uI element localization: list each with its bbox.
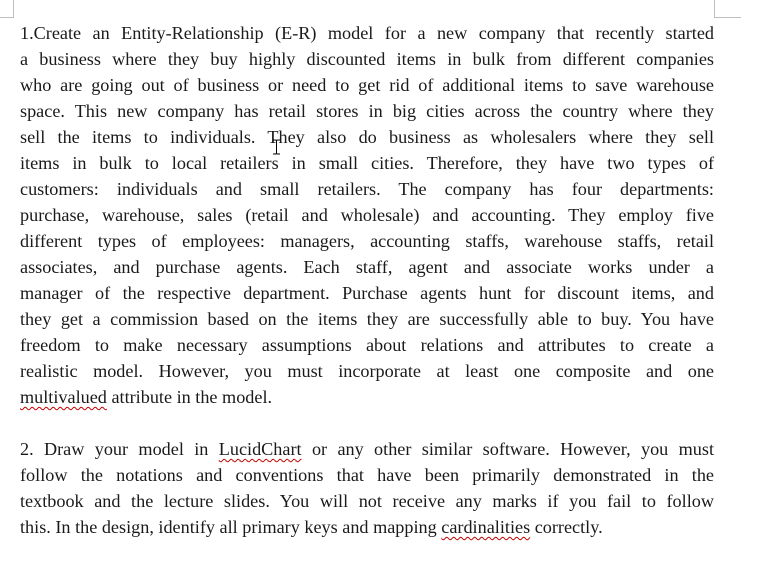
- crop-mark-top-right: [714, 0, 715, 18]
- crop-mark-top-right: [715, 17, 741, 18]
- text-line: who are going out of business or need to get rid of additional items to save warehouse: [20, 75, 714, 95]
- text-line: items in bulk to local retailers in small cities. Therefore, they have two types of: [20, 153, 714, 173]
- text-line: [20, 514, 714, 540]
- paragraph-gap: [20, 410, 714, 436]
- text-line: [20, 436, 714, 462]
- text-line: 1.Create an Entity-Relationship (E-R) model for a new company that recently started: [20, 23, 714, 43]
- text-line: realistic model. However, you must incorporate at least one composite and one: [20, 361, 714, 381]
- spellcheck-word[interactable]: LucidChart: [218, 439, 302, 459]
- text-line: manager of the respective department. Purchase agents hunt for discount items, and: [20, 283, 714, 303]
- text-run: this. In the design, identify all primary keys and mapping: [20, 517, 442, 537]
- spellcheck-word[interactable]: cardinalities: [441, 517, 531, 537]
- question-1-paragraph[interactable]: [20, 20, 714, 410]
- text-run: correctly.: [530, 517, 603, 537]
- text-line: purchase, warehouse, sales (retail and wholesale) and accounting. They employ five: [20, 205, 714, 225]
- text-line: a business where they buy highly discounted items in bulk from different companies: [20, 49, 714, 69]
- text-line: follow the notations and conventions that have been primarily demonstrated in the: [20, 465, 714, 485]
- text-line: freedom to make necessary assumptions about relations and attributes to create a: [20, 335, 714, 355]
- text-run: 2. Draw your model in: [20, 439, 219, 459]
- text-line: different types of employees: managers, accounting staffs, warehouse staffs, retail: [20, 231, 714, 251]
- text-line: associates, and purchase agents. Each staff, agent and associate works under a: [20, 257, 714, 277]
- text-run: attribute in the model.: [106, 387, 273, 407]
- spellcheck-word[interactable]: multivalued: [20, 387, 107, 407]
- text-line: customers: individuals and small retailers. The company has four departments:: [20, 179, 714, 199]
- text-line: space. This new company has retail stores in big cities across the country where they: [20, 101, 714, 121]
- text-line: textbook and the lecture slides. You will not receive any marks if you fail to follow: [20, 491, 714, 511]
- crop-mark-top-left: [0, 17, 13, 18]
- text-line: they get a commission based on the items they are successfully able to buy. You have: [20, 309, 714, 329]
- crop-mark-top-left: [13, 0, 14, 18]
- document-body[interactable]: [20, 20, 714, 540]
- question-2-paragraph[interactable]: [20, 436, 714, 540]
- text-line: [20, 384, 714, 410]
- text-run: or any other similar software. However, you must: [301, 439, 714, 459]
- text-line: sell the items to individuals. They also do business as wholesalers where they sell: [20, 127, 714, 147]
